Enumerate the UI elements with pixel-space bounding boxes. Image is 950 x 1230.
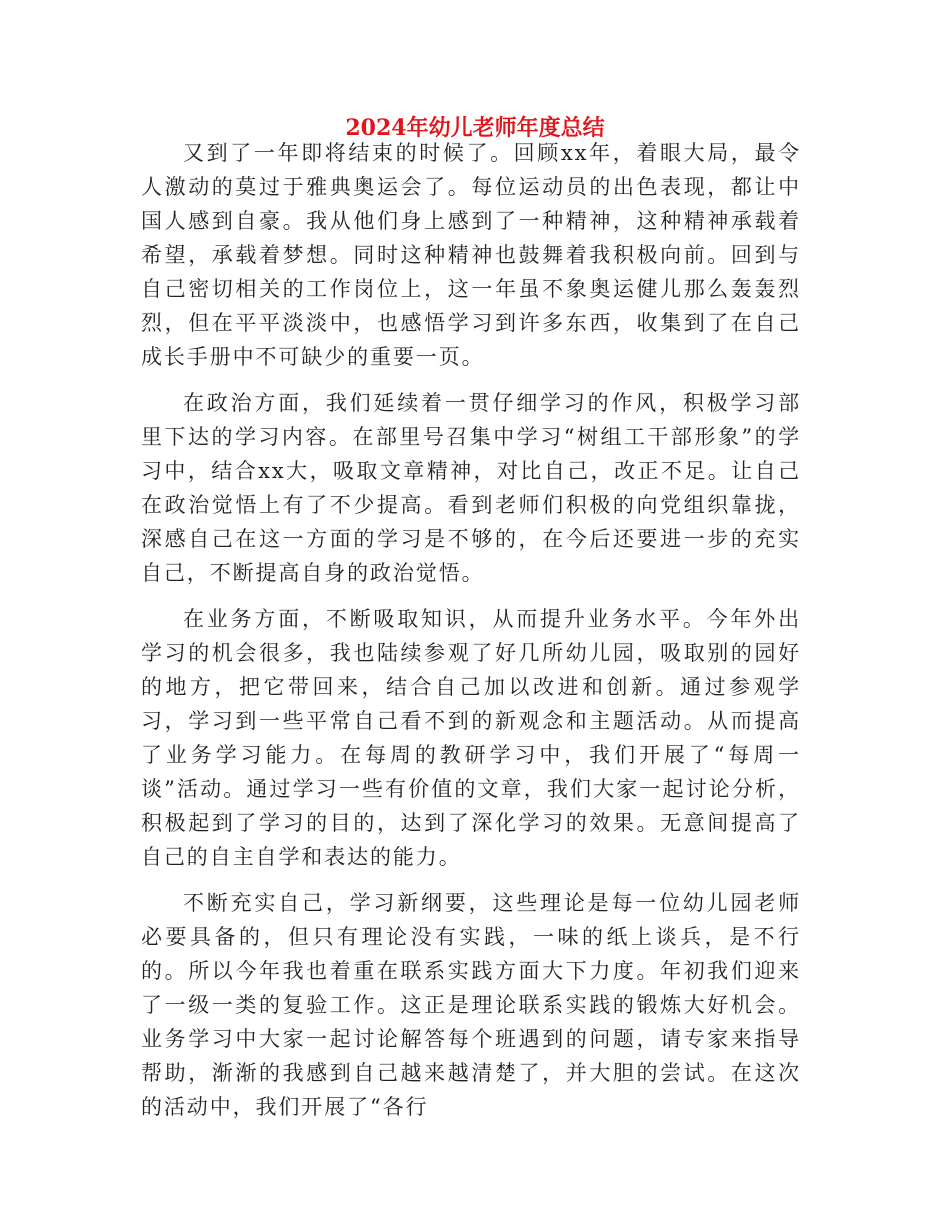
paragraph-3: 在业务方面，不断吸取知识，从而提升业务水平。今年外出学习的机会很多，我也陆续参观了好几所幼儿园，吸取别的园好的地方，把它带回来，结合自己加以改进和创新。通过参观学习，学习到一些平常自己看不到的新观念和主题活动。从而提高了业务学习能力。在每周的教研学习中，我们开展了“每周一谈”活动。通过学习一些有价值的文章，我们大家一起讨论分析，积极起到了学习的目的，达到了深化学习的效果。无意间提高了自己的自主自学和表达的能力。	[141, 607, 801, 869]
document-title: 2024年幼儿老师年度总结	[345, 115, 605, 141]
document-body	[141, 136, 801, 1124]
paragraph-1: 又到了一年即将结束的时候了。回顾xx年，着眼大局，最令人激动的莫过于雅典奥运会了。每位运动员的出色表现，都让中国人感到自豪。我从他们身上感到了一种精神，这种精神承载着希望，承载着梦想。同时这种精神也鼓舞着我积极向前。回到与自己密切相关的工作岗位上，这一年虽不象奥运健儿那么轰轰烈烈，但在平平淡淡中，也感悟学习到许多东西，收集到了在自己成长手册中不可缺少的重要一页。	[141, 141, 801, 369]
paragraph-2: 在政治方面，我们延续着一贯仔细学习的作风，积极学习部里下达的学习内容。在部里号召集中学习“树组工干部形象”的学习中，结合xx大，吸取文章精神，对比自己，改正不足。让自己在政治觉悟上有了不少提高。看到老师们积极的向党组织靠拢，深感自己在这一方面的学习是不够的，在今后还要进一步的充实自己，不断提高自身的政治觉悟。	[141, 391, 801, 585]
paragraph-4: 不断充实自己，学习新纲要，这些理论是每一位幼儿园老师必要具备的，但只有理论没有实践，一味的纸上谈兵，是不行的。所以今年我也着重在联系实践方面大下力度。年初我们迎来了一级一类的复验工作。这正是理论联系实践的锻炼大好机会。业务学习中大家一起讨论解答每个班遇到的问题，请专家来指导帮助，渐渐的我感到自己越来越清楚了，并大胆的尝试。在这次的活动中，我们开展了“各行	[141, 891, 801, 1119]
